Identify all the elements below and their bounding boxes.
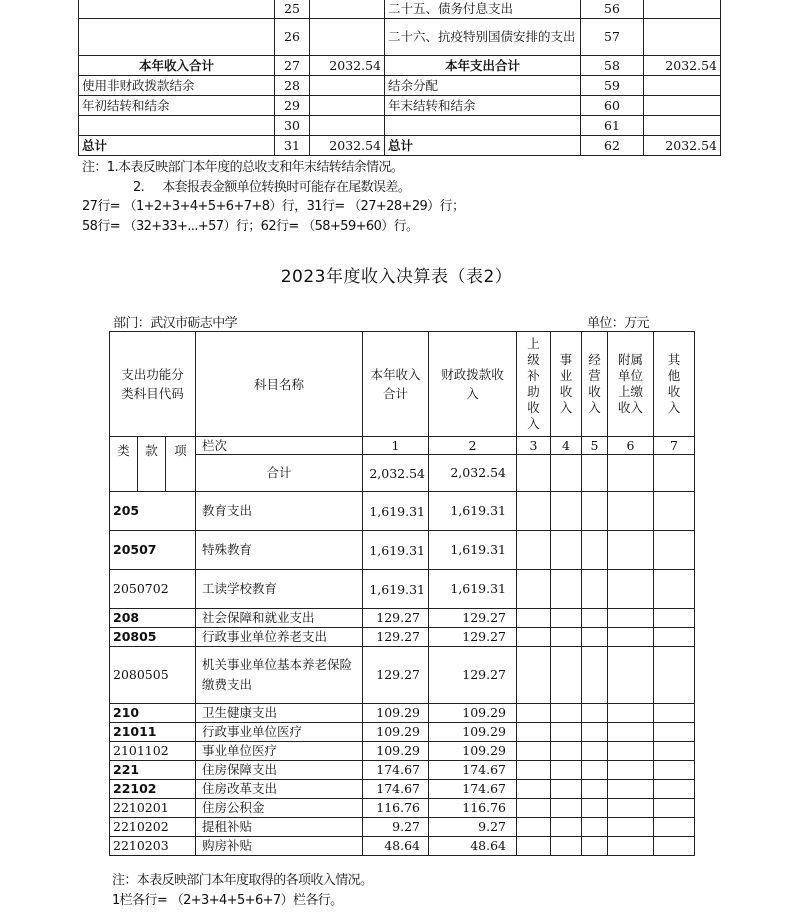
column-number-row bbox=[110, 437, 695, 455]
row-income: 1,619.31 bbox=[363, 492, 429, 531]
row-income: 1,619.31 bbox=[363, 570, 429, 609]
cell-amount bbox=[310, 19, 385, 56]
col-num: 2 bbox=[429, 437, 517, 455]
cell-amount bbox=[644, 96, 721, 116]
empty-cell bbox=[608, 780, 654, 799]
cell-line-no: 28 bbox=[275, 76, 310, 96]
empty-cell bbox=[582, 609, 608, 628]
empty-cell bbox=[582, 742, 608, 761]
cell-line-no: 26 bbox=[275, 19, 310, 56]
cell-amount bbox=[644, 0, 721, 19]
empty-cell bbox=[551, 609, 582, 628]
col-num: 1 bbox=[363, 437, 429, 455]
cell-left: 本年收入合计 bbox=[79, 56, 275, 76]
col-num: 6 bbox=[608, 437, 654, 455]
empty-cell bbox=[582, 704, 608, 723]
header-superior-subsidy: 上级补助收入 bbox=[517, 332, 551, 437]
empty-cell bbox=[582, 818, 608, 837]
empty-cell bbox=[654, 531, 695, 570]
empty-cell bbox=[551, 531, 582, 570]
row-code: 205 bbox=[110, 492, 196, 531]
cell-right bbox=[385, 116, 581, 136]
empty-cell bbox=[582, 531, 608, 570]
row-income: 48.64 bbox=[363, 837, 429, 856]
empty-cell bbox=[517, 570, 551, 609]
table-row bbox=[110, 723, 695, 742]
note-line-1: 注：1.本表反映部门本年度的总收支和年末结转结余情况。 bbox=[82, 160, 404, 175]
empty-cell bbox=[551, 780, 582, 799]
empty-cell bbox=[517, 647, 551, 704]
empty-cell bbox=[551, 570, 582, 609]
table-row bbox=[79, 96, 721, 116]
row-name: 提租补贴 bbox=[196, 818, 363, 837]
empty-cell bbox=[608, 531, 654, 570]
total-income: 2,032.54 bbox=[363, 455, 429, 492]
cell-amount: 2032.54 bbox=[644, 56, 721, 76]
col-num: 4 bbox=[551, 437, 582, 455]
row-code: 22102 bbox=[110, 780, 196, 799]
header-subject-name: 科目名称 bbox=[196, 332, 363, 437]
row-fiscal: 174.67 bbox=[429, 761, 517, 780]
cell-right: 二十五、债务付息支出 bbox=[385, 0, 581, 19]
row-income: 109.29 bbox=[363, 704, 429, 723]
row-code: 208 bbox=[110, 609, 196, 628]
note-line-4: 58行= （32+33+...+57）行；62行= （58+59+60）行。 bbox=[82, 219, 419, 234]
row-code: 2080505 bbox=[110, 647, 196, 704]
row-code: 221 bbox=[110, 761, 196, 780]
empty-cell bbox=[517, 704, 551, 723]
empty-cell bbox=[582, 455, 608, 492]
row-code: 2050702 bbox=[110, 570, 196, 609]
cell-amount: 2032.54 bbox=[310, 136, 385, 156]
empty-cell bbox=[551, 455, 582, 492]
row-code: 2210202 bbox=[110, 818, 196, 837]
summary-table bbox=[78, 0, 721, 156]
empty-cell bbox=[654, 647, 695, 704]
table-row bbox=[110, 570, 695, 609]
row-fiscal: 109.29 bbox=[429, 723, 517, 742]
row-name: 购房补贴 bbox=[196, 837, 363, 856]
column-label: 栏次 bbox=[196, 437, 363, 455]
row-fiscal: 9.27 bbox=[429, 818, 517, 837]
table-row bbox=[110, 780, 695, 799]
row-fiscal: 109.29 bbox=[429, 742, 517, 761]
note-line-3: 27行= （1+2+3+4+5+6+7+8）行，31行= （27+28+29）行； bbox=[82, 199, 465, 214]
empty-cell bbox=[517, 628, 551, 647]
note-text: 本套报表金额单位转换时可能存在尾数误差。 bbox=[162, 180, 411, 195]
row-income: 1,619.31 bbox=[363, 531, 429, 570]
cell-amount: 2032.54 bbox=[644, 136, 721, 156]
row-code: 21011 bbox=[110, 723, 196, 742]
header-business-income: 事业收入 bbox=[551, 332, 582, 437]
header-other-income: 其他收入 bbox=[654, 332, 695, 437]
empty-cell bbox=[654, 609, 695, 628]
row-code: 2101102 bbox=[110, 742, 196, 761]
row-income: 109.29 bbox=[363, 723, 429, 742]
col-num: 3 bbox=[517, 437, 551, 455]
row-fiscal: 129.27 bbox=[429, 628, 517, 647]
row-fiscal: 129.27 bbox=[429, 609, 517, 628]
table-row bbox=[79, 0, 721, 19]
empty-cell bbox=[608, 455, 654, 492]
table-row bbox=[79, 56, 721, 76]
empty-cell bbox=[582, 628, 608, 647]
header-total-income: 本年收入合计 bbox=[363, 332, 429, 437]
empty-cell bbox=[654, 780, 695, 799]
empty-cell bbox=[654, 818, 695, 837]
cell-line-no: 57 bbox=[581, 19, 644, 56]
row-name: 住房保障支出 bbox=[196, 761, 363, 780]
table-row bbox=[110, 818, 695, 837]
header-kuan: 款 bbox=[138, 437, 166, 492]
header-row bbox=[110, 332, 695, 437]
empty-cell bbox=[654, 799, 695, 818]
row-name: 行政事业单位养老支出 bbox=[196, 628, 363, 647]
total-label: 合计 bbox=[196, 455, 363, 492]
cell-line-no: 30 bbox=[275, 116, 310, 136]
empty-cell bbox=[551, 799, 582, 818]
empty-cell bbox=[654, 837, 695, 856]
empty-cell bbox=[608, 492, 654, 531]
empty-cell bbox=[608, 628, 654, 647]
empty-cell bbox=[517, 492, 551, 531]
cell-amount bbox=[310, 96, 385, 116]
row-income: 116.76 bbox=[363, 799, 429, 818]
empty-cell bbox=[582, 723, 608, 742]
cell-left bbox=[79, 19, 275, 56]
table-row bbox=[110, 609, 695, 628]
row-code: 210 bbox=[110, 704, 196, 723]
cell-line-no: 60 bbox=[581, 96, 644, 116]
cell-amount bbox=[310, 76, 385, 96]
col-num: 7 bbox=[654, 437, 695, 455]
cell-right: 结余分配 bbox=[385, 76, 581, 96]
row-fiscal: 1,619.31 bbox=[429, 531, 517, 570]
cell-line-no: 29 bbox=[275, 96, 310, 116]
empty-cell bbox=[654, 704, 695, 723]
row-income: 109.29 bbox=[363, 742, 429, 761]
table-row bbox=[79, 19, 721, 56]
empty-cell bbox=[582, 647, 608, 704]
cell-amount bbox=[644, 19, 721, 56]
row-name: 事业单位医疗 bbox=[196, 742, 363, 761]
cell-line-no: 31 bbox=[275, 136, 310, 156]
header-fiscal: 财政拨款收入 bbox=[429, 332, 517, 437]
note2-line-2: 1栏各行= （2+3+4+5+6+7）栏各行。 bbox=[112, 893, 343, 908]
note-line-2 bbox=[133, 176, 410, 195]
row-name: 卫生健康支出 bbox=[196, 704, 363, 723]
table-row bbox=[110, 799, 695, 818]
row-fiscal: 109.29 bbox=[429, 704, 517, 723]
cell-line-no: 25 bbox=[275, 0, 310, 19]
row-code: 2210201 bbox=[110, 799, 196, 818]
total-row bbox=[110, 455, 695, 492]
header-operating-income: 经营收入 bbox=[582, 332, 608, 437]
cell-line-no: 62 bbox=[581, 136, 644, 156]
row-income: 129.27 bbox=[363, 628, 429, 647]
header-lei: 类 bbox=[110, 437, 138, 492]
row-fiscal: 1,619.31 bbox=[429, 570, 517, 609]
empty-cell bbox=[654, 628, 695, 647]
cell-right: 年末结转和结余 bbox=[385, 96, 581, 116]
row-name: 社会保障和就业支出 bbox=[196, 609, 363, 628]
cell-amount bbox=[644, 76, 721, 96]
row-income: 129.27 bbox=[363, 609, 429, 628]
table-row bbox=[110, 837, 695, 856]
row-name: 住房公积金 bbox=[196, 799, 363, 818]
empty-cell bbox=[517, 837, 551, 856]
empty-cell bbox=[517, 723, 551, 742]
row-fiscal: 116.76 bbox=[429, 799, 517, 818]
empty-cell bbox=[517, 531, 551, 570]
empty-cell bbox=[608, 742, 654, 761]
cell-left: 总计 bbox=[79, 136, 275, 156]
empty-cell bbox=[582, 492, 608, 531]
empty-cell bbox=[517, 609, 551, 628]
empty-cell bbox=[551, 723, 582, 742]
cell-left bbox=[79, 116, 275, 136]
row-income: 9.27 bbox=[363, 818, 429, 837]
cell-right: 二十六、抗疫特别国债安排的支出 bbox=[385, 19, 581, 56]
header-affiliated-income: 附属单位上缴收入 bbox=[608, 332, 654, 437]
empty-cell bbox=[517, 780, 551, 799]
empty-cell bbox=[551, 761, 582, 780]
row-name: 住房改革支出 bbox=[196, 780, 363, 799]
cell-right: 总计 bbox=[385, 136, 581, 156]
empty-cell bbox=[551, 492, 582, 531]
empty-cell bbox=[517, 455, 551, 492]
cell-left: 年初结转和结余 bbox=[79, 96, 275, 116]
note-number: 2. bbox=[133, 180, 145, 195]
empty-cell bbox=[582, 780, 608, 799]
empty-cell bbox=[551, 704, 582, 723]
empty-cell bbox=[551, 628, 582, 647]
row-name: 特殊教育 bbox=[196, 531, 363, 570]
empty-cell bbox=[551, 742, 582, 761]
empty-cell bbox=[608, 818, 654, 837]
empty-cell bbox=[582, 837, 608, 856]
cell-line-no: 59 bbox=[581, 76, 644, 96]
table-row bbox=[110, 492, 695, 531]
cell-left: 使用非财政拨款结余 bbox=[79, 76, 275, 96]
empty-cell bbox=[551, 647, 582, 704]
page-title: 2023年度收入决算表（表2） bbox=[280, 267, 513, 287]
empty-cell bbox=[608, 799, 654, 818]
table-row bbox=[110, 704, 695, 723]
empty-cell bbox=[608, 647, 654, 704]
empty-cell bbox=[582, 570, 608, 609]
empty-cell bbox=[654, 455, 695, 492]
empty-cell bbox=[608, 704, 654, 723]
cell-line-no: 56 bbox=[581, 0, 644, 19]
empty-cell bbox=[608, 609, 654, 628]
empty-cell bbox=[551, 837, 582, 856]
empty-cell bbox=[654, 570, 695, 609]
table-row bbox=[110, 647, 695, 704]
cell-left bbox=[79, 0, 275, 19]
cell-amount bbox=[310, 0, 385, 19]
income-table bbox=[109, 331, 695, 856]
cell-line-no: 27 bbox=[275, 56, 310, 76]
empty-cell bbox=[517, 799, 551, 818]
row-name: 工读学校教育 bbox=[196, 570, 363, 609]
table-row bbox=[79, 116, 721, 136]
row-name: 行政事业单位医疗 bbox=[196, 723, 363, 742]
empty-cell bbox=[654, 742, 695, 761]
empty-cell bbox=[608, 761, 654, 780]
row-fiscal: 48.64 bbox=[429, 837, 517, 856]
header-func-code: 支出功能分类科目代码 bbox=[110, 332, 196, 437]
empty-cell bbox=[517, 742, 551, 761]
header-xiang: 项 bbox=[166, 437, 196, 492]
department-label: 部门：武汉市砺志中学 bbox=[113, 316, 238, 331]
table-row bbox=[110, 761, 695, 780]
note2-line-1: 注：本表反映部门本年度取得的各项收入情况。 bbox=[112, 873, 373, 888]
empty-cell bbox=[608, 570, 654, 609]
empty-cell bbox=[582, 761, 608, 780]
cell-right: 本年支出合计 bbox=[385, 56, 581, 76]
empty-cell bbox=[517, 761, 551, 780]
row-income: 129.27 bbox=[363, 647, 429, 704]
total-fiscal: 2,032.54 bbox=[429, 455, 517, 492]
row-code: 20805 bbox=[110, 628, 196, 647]
row-code: 20507 bbox=[110, 531, 196, 570]
empty-cell bbox=[654, 492, 695, 531]
table-row bbox=[79, 76, 721, 96]
empty-cell bbox=[551, 818, 582, 837]
table-row bbox=[110, 742, 695, 761]
cell-line-no: 61 bbox=[581, 116, 644, 136]
row-fiscal: 129.27 bbox=[429, 647, 517, 704]
cell-amount bbox=[644, 116, 721, 136]
table-row bbox=[79, 136, 721, 156]
empty-cell bbox=[654, 723, 695, 742]
row-income: 174.67 bbox=[363, 780, 429, 799]
empty-cell bbox=[608, 837, 654, 856]
row-fiscal: 174.67 bbox=[429, 780, 517, 799]
row-fiscal: 1,619.31 bbox=[429, 492, 517, 531]
cell-amount bbox=[310, 116, 385, 136]
empty-cell bbox=[517, 818, 551, 837]
empty-cell bbox=[608, 723, 654, 742]
empty-cell bbox=[582, 799, 608, 818]
table-row bbox=[110, 628, 695, 647]
row-code: 2210203 bbox=[110, 837, 196, 856]
row-income: 174.67 bbox=[363, 761, 429, 780]
unit-label: 单位：万元 bbox=[587, 316, 650, 331]
cell-amount: 2032.54 bbox=[310, 56, 385, 76]
empty-cell bbox=[654, 761, 695, 780]
row-name: 教育支出 bbox=[196, 492, 363, 531]
cell-line-no: 58 bbox=[581, 56, 644, 76]
col-num: 5 bbox=[582, 437, 608, 455]
table-row bbox=[110, 531, 695, 570]
row-name: 机关事业单位基本养老保险缴费支出 bbox=[196, 647, 363, 704]
